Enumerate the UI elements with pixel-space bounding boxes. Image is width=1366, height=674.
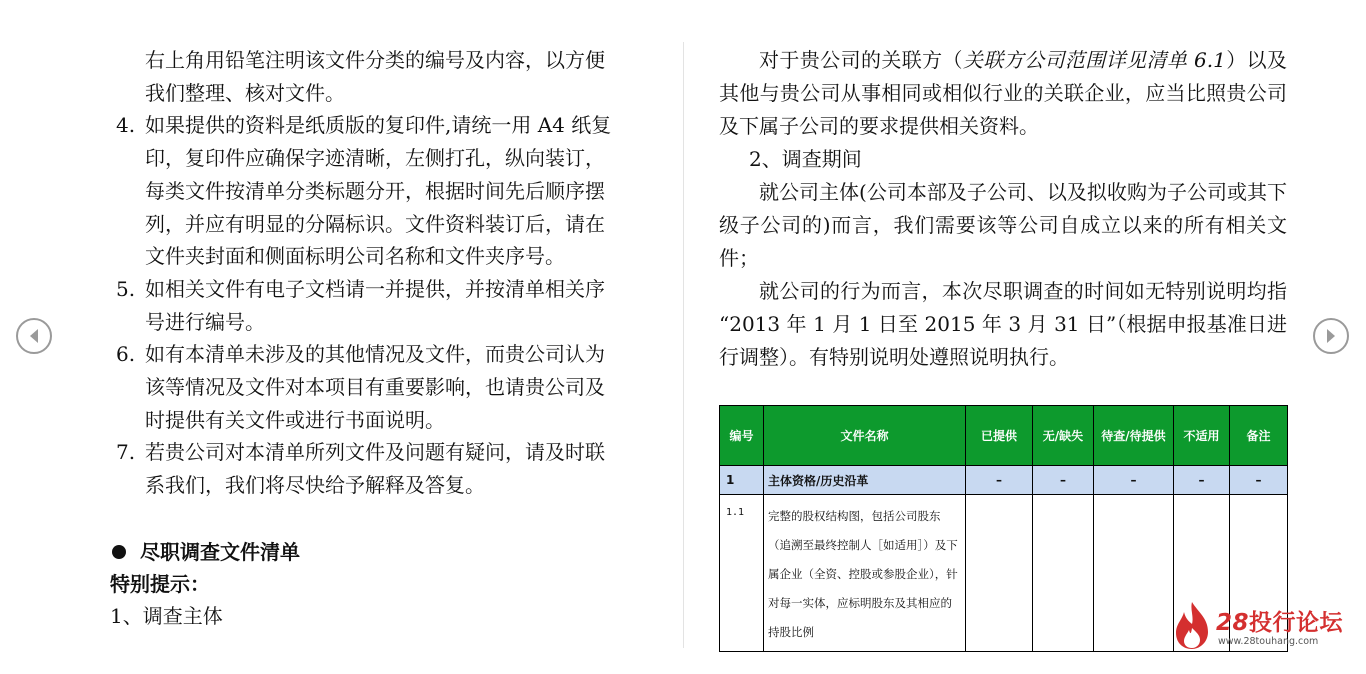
watermark-url: www.28touhang.com	[1218, 636, 1319, 647]
section-heading-text: 尽职调查文件清单	[140, 539, 300, 564]
column-header: 备注	[1230, 406, 1288, 466]
watermark-text	[1216, 604, 1343, 637]
text-run: ）以及其他与贵公司从事相同或相似行业的关联企业，应当比照贵公司及下属子公司的要求提供相关资料。	[719, 48, 1288, 138]
text-line: 文件夹封面和侧面标明公司名称和文件夹序号。	[145, 244, 565, 269]
right-page	[719, 44, 1287, 374]
list-number: 4.	[116, 113, 136, 138]
chevron-right-icon	[1324, 328, 1338, 344]
text-line: 右上角用铅笔注明该文件分类的编号及内容，以方便	[145, 48, 605, 72]
column-header: 编号	[720, 406, 764, 466]
column-header: 已提供	[966, 406, 1033, 466]
instruction-list	[110, 109, 655, 501]
forum-watermark	[1172, 598, 1352, 654]
cell-dash: –	[1033, 466, 1094, 495]
text-line: 系我们，我们将尽快给予解释及答复。	[145, 473, 485, 498]
watermark-number: 28	[1216, 610, 1250, 636]
column-header: 文件名称	[764, 406, 966, 466]
cell-category: 主体资格/历史沿革	[764, 466, 966, 495]
column-header: 无/缺失	[1033, 406, 1094, 466]
text-line: 每类文件按清单分类标题分开，根据时间先后顺序摆	[145, 178, 605, 203]
cell-empty	[966, 495, 1033, 652]
cell-number: 1.1	[720, 495, 764, 652]
cell-dash: –	[1230, 466, 1288, 495]
text-line: 列，并应有明显的分隔标识。文件资料装订后，请在	[145, 211, 605, 236]
cell-dash: –	[1094, 466, 1174, 495]
table-row	[720, 466, 1288, 495]
list-number: 5.	[116, 276, 136, 301]
bullet-icon	[112, 545, 126, 559]
text-line: 如相关文件有电子文档请一并提供，并按清单相关序	[145, 276, 605, 301]
paragraph	[719, 44, 1287, 143]
list-item	[110, 273, 655, 338]
text-line: 该等情况及文件对本项目有重要影响，也请贵公司及	[145, 375, 605, 400]
previous-page-button[interactable]	[16, 318, 52, 354]
text-line: 如有本清单未涉及的其他情况及文件，而贵公司认为	[145, 342, 605, 367]
cell-empty	[1033, 495, 1094, 652]
sub-heading: 2、调查期间	[749, 147, 862, 171]
paragraph: 就公司的行为而言，本次尽职调查的时间如无特别说明均指 “2013 年 1 月 1 日至 2015 年 3 月 31 日”（根据申报基准日进行调整）。有特别说明处遵照说明执行。	[719, 279, 1287, 369]
column-header: 不适用	[1174, 406, 1230, 466]
list-number: 6.	[116, 342, 136, 367]
left-page	[110, 44, 655, 632]
cell-dash: –	[1174, 466, 1230, 495]
list-item	[110, 109, 655, 273]
special-note-label: 特别提示：	[110, 571, 210, 596]
column-header: 待查/待提供	[1094, 406, 1174, 466]
text-line: 如果提供的资料是纸质版的复印件,请统一用 A4 纸复	[145, 113, 612, 138]
paragraph: 就公司主体(公司本部及子公司、以及拟收购为子公司或其下级子公司的)而言，我们需要该等公司自成立以来的所有相关文件；	[719, 180, 1287, 270]
list-number: 7.	[116, 440, 136, 465]
table-header-row	[720, 406, 1288, 466]
text-line: 号进行编号。	[145, 309, 265, 334]
flame-logo-icon	[1172, 600, 1212, 650]
page-divider	[683, 42, 684, 648]
cell-empty	[1094, 495, 1174, 652]
section-heading	[110, 536, 655, 568]
cell-dash: –	[966, 466, 1033, 495]
next-page-button[interactable]	[1313, 318, 1349, 354]
text-run: 对于贵公司的关联方（	[759, 48, 963, 72]
text-line: 时提供有关文件或进行书面说明。	[145, 407, 445, 432]
chevron-left-icon	[27, 328, 41, 344]
cell-number: 1	[720, 466, 764, 495]
cell-description: 完整的股权结构图，包括公司股东（追溯至最终控制人［如适用］）及下属企业（全资、控股或参股企业），针对每一实体，应标明股东及其相应的持股比例	[764, 495, 966, 652]
list-item	[110, 338, 655, 436]
continuation-paragraph	[145, 44, 655, 109]
text-line: 若贵公司对本清单所列文件及问题有疑问，请及时联	[145, 440, 605, 465]
sub-heading: 1、调查主体	[110, 603, 223, 628]
text-line: 印，复印件应确保字迹清晰，左侧打孔，纵向装订，	[145, 146, 605, 171]
italic-reference: 关联方公司范围详见清单 6.1	[962, 48, 1226, 72]
text-line: 我们整理、核对文件。	[145, 80, 345, 105]
list-item	[110, 436, 655, 501]
watermark-name: 投行论坛	[1249, 610, 1344, 636]
